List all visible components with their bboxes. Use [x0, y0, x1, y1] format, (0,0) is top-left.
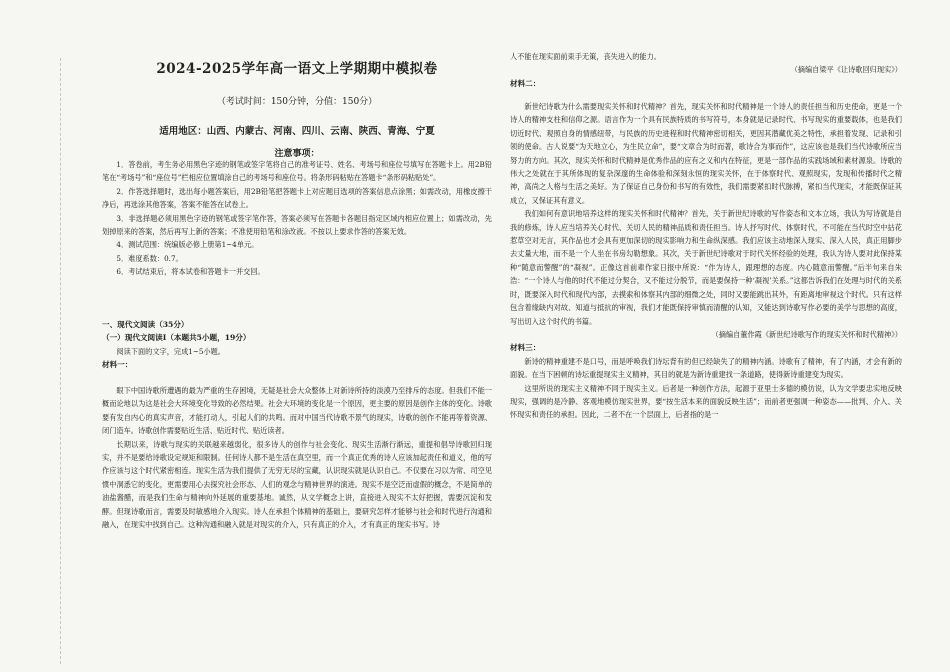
paragraph-continued: 人不能在现实面前束手无策，丧失进入的能力。: [510, 52, 661, 61]
source-citation: （摘编自梁平《让诗歌回归现实》）: [790, 65, 902, 75]
notice-item: 1．答卷前，考生务必用黑色字迹的钢笔或签字笔将自己的准考证号、姓名、考场号和座位号填写在答题卡上。用2B铅笔在“考场号”和“座位号”栏相应位置填涂自己的考场号和座位号。将条形码粘贴在答题卡“条形码粘贴处”。: [102, 160, 492, 183]
material1-label: 材料一：: [102, 360, 133, 370]
section-heading: 一、现代文阅读（35分）: [102, 320, 189, 329]
notice-item: 3．非选择题必须用黑色字迹的钢笔或签字笔作答，答案必须写在答题卡各题目指定区域内相应位置上；如需改动，先划掉原来的答案，然后再写上新的答案；不准使用铅笔和涂改液。不按以上要求作答的答案无效。: [102, 213, 492, 237]
material3-label: 材料三：: [510, 343, 541, 353]
paragraph: 我们如何有意识地培养这样的现实关怀和时代精神？首先，关于新世纪诗歌的写作姿态和文本立场，我认为写诗就是自我的修炼，诗人应当培养关心时代、关切人民的精神品质和责任担当。诗人抒写时代、体察时代，不可能在当代时空中拈花惹草空对无言，其作品也才会具有更加深切的现实影响力和生命纵深感。我们应该主动地深入现实、深入人民，真正用脚步去丈量大地，而不是一个人坐在书房勾勒想象。其次，关于新世纪诗歌对于时代关怀经验的处理，我认为诗人要对此保持某种“随意而警醒”的“凝视”。正像这首前辈作家日报中所说：“作为诗人，跟理想的态度。内心随意而警醒。”后半句来自朱浩：“一个诗人与他的时代不能过分契合，又不能过分脱节，而是要保持一种‘凝视’关系。”这都告诉我们在处理与时代的关系时，既要深入时代和现代内部，去摸索和体察其内部的细微之处，同时又要能跳出其外，有距离地审视这个时代。只有这样包含着缘缺内对故、知道与抵抗的审视，我们才能既保持审慎而清醒的认知，又能达到诗歌写作必要的美学与思想的高度，写出切入这个时代的书篇。: [510, 209, 902, 326]
exam-title: 2024-2025学年高一语文上学期期中模拟卷: [156, 61, 438, 77]
reading-instruction: 阅读下面的文字，完成1~5小题。: [116, 346, 225, 356]
notice-list: [102, 158, 492, 279]
paragraph: 这里所说的现实主义精神不同于现实主义。后者是一种创作方法，起源于亚里士多德的模仿说，认为文学要忠实地反映现实，强调的是冷静、客观地模仿现实世界，要“按生活本来的面貌反映生活”；而前者更强调一种姿态——批判、介入、关怀现实和责任的承担。因此，二者不在一个层面上，后者指的是一: [510, 383, 902, 420]
applicable-region: 适用地区：山西、内蒙古、河南、四川、云南、陕西、青海、宁夏: [159, 126, 435, 137]
source-citation: （摘编自董作霞《新世纪诗歌写作的现实关怀和时代精神》）: [711, 329, 902, 339]
binding-line: [60, 58, 61, 664]
notice-title: 注意事项：: [274, 149, 320, 159]
right-top: [510, 50, 902, 90]
notice-item: 4．测试范围：统编版必修上册第1~4单元。: [116, 240, 259, 250]
notice-item: 2．作答选择题时，选出每小题答案后，用2B铅笔把答题卡上对应题目选项的答案信息点涂黑；如需改动，用橡皮擦干净后，再选涂其他答案，答案不能答在试卷上。: [102, 186, 492, 210]
section1-header: [102, 318, 492, 372]
paragraph: 眼下中国诗歌所遭遇的最为严重的生存困境，无疑是社会大众整体上对新诗所持的淡漠乃至排斥的态度。但我们不能一概而论地以为这是社会大环境变化导致的必然结果。社会大环境的变化是一个原因，更主要的原因是创作主体的变化。诗歌要有发自内心的真实声音，才能打动人，引起人们的共鸣。而对中国当代诗歌不景气的现实，诗歌的创作不能再等着资源、闭门造车。诗歌创作需要贴近生活、贴近时代、贴近读者。: [102, 386, 492, 436]
paragraph: 新世纪诗歌为什么需要现实关怀和时代精神？首先，现实关怀和时代精神是一个诗人的责任担当和历史使命，更是一个诗人的精神支柱和信仰之源。语言作为一个具有民族特质的书写符号，本身就是记录时代、书写现实的重要载体，也是我们切近时代、观照自身的情感纽带，与民族的历史进程和时代精神密切相关，更因其潜藏优美之特性，承担着发现、记录和引领的使命。古人说要“为天地立心，为生民立命”，要“文章合为时而著，歌诗合为事而作”，这应该也是我们当代诗歌所应当努力的方向。其次，现实关怀和时代精神是优秀作品的应有之义和内在特征，更是一部作品的实践场域和素材源泉。诗歌的伟大之处就在于其所体现的复杂深邃的生命体验和深刻永恒的现实关怀，在于体察时代、观照现实，发现和传播时代之精神，高尚之人格与生活之美好。为了保证自己身份和书写的有效性，我们需要紧扣时代脉搏，紧扣当代现实，才能既保证其成立，又保证其有意义。: [510, 102, 902, 205]
notice-item: 6．考试结束后，将本试卷和答题卡一并交回。: [116, 267, 265, 277]
exam-time-score: （考试时间：150分钟，分值：150分）: [216, 97, 378, 107]
notice-item: 5．难度系数：0.7。: [116, 253, 183, 263]
paragraph: 新诗的精神重建不是口号，而是呼唤我们诗坛背有的但已经缺失了的精神内涵。诗歌有了精神，有了内涵，才会有新的面貌。在当下困顿的诗坛重提现实主义精神，其目的就是为新诗重建找一条道路，使得新诗重建变为现实。: [510, 356, 902, 380]
material1-text: [102, 384, 492, 531]
paragraph: 长期以来，诗歌与现实的关联越来越弱化，很多诗人的创作与社会变化、现实生活渐行渐远，重提和倡导诗歌回归现实，并不是要给诗歌设定规矩和限制。任何诗人都不是生活在真空里，而一个真正优秀的诗人应该加起责任和道义，他的写作应该与这个时代紧密相连。现实生活为我们提供了无穷无尽的宝藏，认识现实就是认识自己。不仅要在习以为常、司空见惯中洞悉它的变化，更需要用心去探究社会形态、人们的观念与精神世界的演进。现实不是空泛而虚假的概念，不是简单的油盐酱醋，而是我们生命与精神向外延展的重要基地。诚然，从文学概念上讲，直接进入现实不太好把握，需要沉淀和发酵。但现诗歌而言，需要及时敏感地介入现实。诗人在承担个体精神的基础上，要研究怎样才能够与社会和时代进行沟通和融入，在现实中找到自己。这种沟通和融入就是对现实的介入，只有真正的介入，才有真正的现实书写。诗: [102, 439, 492, 530]
subsection-heading: （一）现代文阅读Ⅰ（本题共5小题，19分）: [102, 333, 251, 343]
material2-label: 材料二：: [510, 78, 541, 88]
material2-text: [510, 100, 902, 422]
